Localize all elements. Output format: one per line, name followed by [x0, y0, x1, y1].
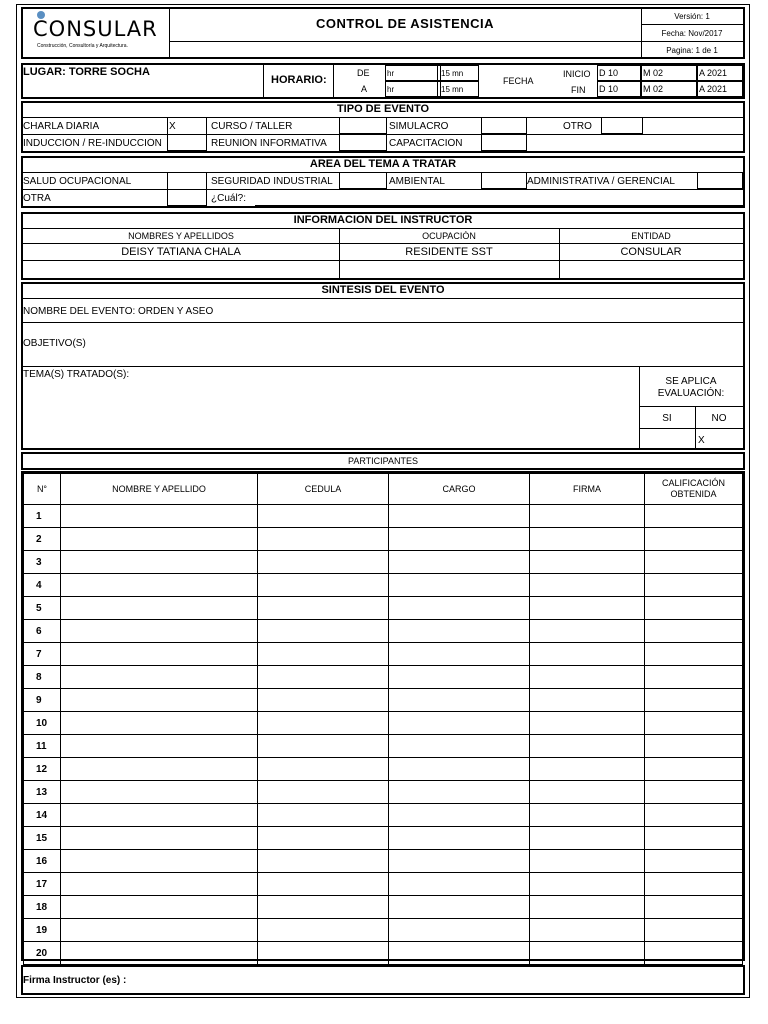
participant-name-cell[interactable] — [61, 505, 258, 528]
participant-role-cell[interactable] — [389, 873, 530, 896]
participant-signature-cell[interactable] — [530, 896, 645, 919]
participant-role-cell[interactable] — [389, 643, 530, 666]
admin-checkbox[interactable] — [697, 172, 743, 189]
curso-taller-checkbox[interactable] — [339, 117, 387, 134]
participant-signature-cell[interactable] — [530, 620, 645, 643]
participant-grade-cell[interactable] — [645, 919, 743, 942]
participant-signature-cell[interactable] — [530, 597, 645, 620]
participant-id-cell[interactable] — [258, 712, 389, 735]
row-number: 1 — [24, 505, 61, 528]
a-label: A — [361, 84, 368, 94]
participant-role-cell[interactable] — [389, 505, 530, 528]
fin-label: FIN — [571, 85, 586, 95]
participant-grade-cell[interactable] — [645, 735, 743, 758]
header-block — [21, 7, 745, 59]
participant-grade-cell[interactable] — [645, 781, 743, 804]
participant-grade-cell[interactable] — [645, 827, 743, 850]
instructor-occupation: RESIDENTE SST — [405, 246, 493, 258]
admin-label: ADMINISTRATIVA / GERENCIAL — [527, 176, 675, 187]
participant-name-cell[interactable] — [61, 896, 258, 919]
cual-label: ¿Cuál?: — [211, 193, 247, 204]
salud-label: SALUD OCUPACIONAL — [23, 176, 132, 187]
participant-role-cell[interactable] — [389, 827, 530, 850]
participants-title-block — [21, 452, 745, 470]
participant-signature-cell[interactable] — [530, 666, 645, 689]
header-firma: FIRMA — [530, 474, 645, 505]
eval-si-label: SI — [662, 413, 672, 424]
minute-to: 15 mn — [441, 85, 464, 94]
col-entidad: ENTIDAD — [631, 231, 671, 241]
participant-name-cell[interactable] — [61, 597, 258, 620]
row-number: 12 — [24, 758, 61, 781]
participant-id-cell[interactable] — [258, 827, 389, 850]
capacitacion-checkbox[interactable] — [481, 134, 527, 151]
capacitacion-label: CAPACITACIÓN — [389, 138, 463, 149]
row-number: 16 — [24, 850, 61, 873]
row-number: 7 — [24, 643, 61, 666]
table-row — [24, 551, 743, 574]
participant-grade-cell[interactable] — [645, 942, 743, 965]
table-row — [24, 758, 743, 781]
row-number: 19 — [24, 919, 61, 942]
fin-day: D 10 — [599, 84, 619, 94]
participant-id-cell[interactable] — [258, 804, 389, 827]
table-row — [24, 620, 743, 643]
participant-id-cell[interactable] — [258, 528, 389, 551]
table-row — [24, 896, 743, 919]
otro-label: OTRO — [563, 121, 592, 132]
participant-role-cell[interactable] — [389, 919, 530, 942]
participant-id-cell[interactable] — [258, 666, 389, 689]
event-summary-block — [21, 282, 745, 450]
participant-signature-cell[interactable] — [530, 873, 645, 896]
charla-diaria-label: CHARLA DIARIA — [23, 121, 100, 132]
table-row — [24, 942, 743, 965]
participant-grade-cell[interactable] — [645, 896, 743, 919]
event-type-title: TIPO DE EVENTO — [336, 104, 430, 115]
fin-month: M 02 — [643, 84, 664, 94]
participant-name-cell[interactable] — [61, 850, 258, 873]
table-row — [24, 505, 743, 528]
topic-area-block — [21, 156, 745, 208]
table-row — [24, 528, 743, 551]
participant-name-cell[interactable] — [61, 804, 258, 827]
table-row — [24, 712, 743, 735]
table-row — [24, 666, 743, 689]
participant-name-cell[interactable] — [61, 919, 258, 942]
minute-from: 15 mn — [441, 69, 464, 78]
participant-grade-cell[interactable] — [645, 666, 743, 689]
inicio-year: A 2021 — [699, 68, 728, 78]
hour-to: hr — [387, 85, 395, 94]
topic-area-title: AREA DEL TEMA A TRATAR — [309, 159, 457, 170]
participant-name-cell[interactable] — [61, 712, 258, 735]
induccion-label: INDUCCIÓN / RE-INDUCCIÓN — [23, 138, 162, 149]
attendance-form — [16, 4, 750, 998]
header-num: N° — [24, 474, 61, 505]
participant-name-cell[interactable] — [61, 827, 258, 850]
eval-no-mark[interactable]: X — [698, 435, 705, 446]
col-nombres: NOMBRES Y APELLIDOS — [128, 231, 234, 241]
footer-block — [21, 965, 745, 995]
summary-title: SÍNTESIS DEL EVENTO — [321, 285, 445, 296]
header-cargo: CARGO — [389, 474, 530, 505]
participant-grade-cell[interactable] — [645, 758, 743, 781]
charla-diaria-mark: X — [169, 121, 176, 132]
participants-title: PARTICIPANTES — [347, 456, 418, 466]
participant-signature-cell[interactable] — [530, 574, 645, 597]
row-number: 11 — [24, 735, 61, 758]
participant-role-cell[interactable] — [389, 528, 530, 551]
participant-id-cell[interactable] — [258, 574, 389, 597]
participant-role-cell[interactable] — [389, 551, 530, 574]
participant-name-cell[interactable] — [61, 758, 258, 781]
participant-signature-cell[interactable] — [530, 850, 645, 873]
participant-signature-cell[interactable] — [530, 643, 645, 666]
participant-name-cell[interactable] — [61, 689, 258, 712]
row-number: 5 — [24, 597, 61, 620]
participant-name-cell[interactable] — [61, 873, 258, 896]
participant-grade-cell[interactable] — [645, 873, 743, 896]
location-block — [21, 63, 745, 99]
header-cedula: CEDULA — [258, 474, 389, 505]
event-name: NOMBRE DEL EVENTO: ORDEN Y ASEO — [23, 306, 214, 317]
ambiental-label: AMBIENTAL — [389, 176, 445, 187]
table-row — [24, 735, 743, 758]
otra-label: OTRA — [23, 193, 51, 204]
participant-id-cell[interactable] — [258, 781, 389, 804]
row-number: 4 — [24, 574, 61, 597]
participant-id-cell[interactable] — [258, 597, 389, 620]
table-row — [24, 804, 743, 827]
row-number: 3 — [24, 551, 61, 574]
participant-id-cell[interactable] — [258, 942, 389, 965]
reunion-checkbox[interactable] — [339, 134, 387, 151]
evaluation-label: SE APLICA EVALUACIÓN: — [657, 376, 725, 399]
instructor-block — [21, 212, 745, 280]
table-row — [24, 873, 743, 896]
simulacro-label: SIMULACRO — [389, 121, 449, 132]
page-label: Pagina: 1 de 1 — [666, 46, 718, 55]
participants-table — [23, 473, 743, 965]
ambiental-checkbox[interactable] — [481, 172, 527, 189]
row-number: 18 — [24, 896, 61, 919]
location-label: LUGAR: TORRE SOCHA — [23, 67, 150, 78]
participant-grade-cell[interactable] — [645, 551, 743, 574]
table-row — [24, 574, 743, 597]
simulacro-checkbox[interactable] — [481, 117, 527, 134]
participant-id-cell[interactable] — [258, 919, 389, 942]
participant-signature-cell[interactable] — [530, 827, 645, 850]
participant-role-cell[interactable] — [389, 620, 530, 643]
participant-name-cell[interactable] — [61, 528, 258, 551]
participant-grade-cell[interactable] — [645, 528, 743, 551]
participant-role-cell[interactable] — [389, 574, 530, 597]
participant-role-cell[interactable] — [389, 781, 530, 804]
logo-tagline: Construcción, Consultoría y Arquitectura. — [37, 43, 128, 49]
table-row — [24, 643, 743, 666]
participant-name-cell[interactable] — [61, 574, 258, 597]
table-row — [24, 850, 743, 873]
participant-name-cell[interactable] — [61, 781, 258, 804]
col-ocupacion: OCUPACIÓN — [422, 231, 476, 241]
version-label: Versión: 1 — [674, 12, 710, 21]
row-number: 8 — [24, 666, 61, 689]
participant-signature-cell[interactable] — [530, 528, 645, 551]
de-label: DE — [357, 68, 370, 78]
topics-label: TEMA(S) TRATADO(S): — [23, 369, 130, 380]
participant-id-cell[interactable] — [258, 505, 389, 528]
participant-grade-cell[interactable] — [645, 505, 743, 528]
instructor-title: INFORMACIÓN DEL INSTRUCTOR — [293, 215, 473, 226]
participant-grade-cell[interactable] — [645, 643, 743, 666]
participant-name-cell[interactable] — [61, 942, 258, 965]
curso-taller-label: CURSO / TALLER — [211, 121, 293, 132]
horario-label: HORARIO: — [271, 75, 327, 86]
seguridad-label: SEGURIDAD INDUSTRIAL — [211, 176, 333, 187]
participant-signature-cell[interactable] — [530, 919, 645, 942]
objective-label: OBJETIVO(S) — [23, 338, 86, 349]
row-number: 17 — [24, 873, 61, 896]
participant-signature-cell[interactable] — [530, 505, 645, 528]
inicio-day: D 10 — [599, 68, 619, 78]
participant-role-cell[interactable] — [389, 666, 530, 689]
table-row — [24, 919, 743, 942]
header-nombre: NOMBRE Y APELLIDO — [61, 474, 258, 505]
row-number: 2 — [24, 528, 61, 551]
participant-name-cell[interactable] — [61, 735, 258, 758]
participant-signature-cell[interactable] — [530, 551, 645, 574]
row-number: 14 — [24, 804, 61, 827]
participant-role-cell[interactable] — [389, 850, 530, 873]
table-row — [24, 781, 743, 804]
participant-grade-cell[interactable] — [645, 620, 743, 643]
table-row — [24, 689, 743, 712]
eval-no-label: NO — [711, 413, 727, 424]
row-number: 9 — [24, 689, 61, 712]
row-number: 13 — [24, 781, 61, 804]
row-number: 10 — [24, 712, 61, 735]
instructor-signature-label: Firma Instructor (es) : — [23, 975, 127, 986]
participant-role-cell[interactable] — [389, 689, 530, 712]
participant-id-cell[interactable] — [258, 620, 389, 643]
participant-id-cell[interactable] — [258, 643, 389, 666]
hour-from: hr — [387, 69, 395, 78]
participant-name-cell[interactable] — [61, 643, 258, 666]
participant-signature-cell[interactable] — [530, 758, 645, 781]
participant-grade-cell[interactable] — [645, 574, 743, 597]
row-number: 20 — [24, 942, 61, 965]
participant-id-cell[interactable] — [258, 758, 389, 781]
participant-id-cell[interactable] — [258, 873, 389, 896]
participant-id-cell[interactable] — [258, 551, 389, 574]
participants-table-block — [21, 471, 745, 961]
participant-role-cell[interactable] — [389, 712, 530, 735]
participant-grade-cell[interactable] — [645, 850, 743, 873]
participant-role-cell[interactable] — [389, 896, 530, 919]
participant-signature-cell[interactable] — [530, 689, 645, 712]
participant-id-cell[interactable] — [258, 735, 389, 758]
participant-name-cell[interactable] — [61, 551, 258, 574]
participant-role-cell[interactable] — [389, 735, 530, 758]
participant-name-cell[interactable] — [61, 620, 258, 643]
date-label: Fecha: Nov/2017 — [661, 29, 723, 38]
participant-signature-cell[interactable] — [530, 942, 645, 965]
event-type-block — [21, 101, 745, 153]
inicio-label: INICIO — [563, 69, 591, 79]
participant-signature-cell[interactable] — [530, 804, 645, 827]
form-title: CONTROL DE ASISTENCIA — [315, 17, 495, 31]
table-row — [24, 597, 743, 620]
instructor-entity: CONSULAR — [620, 246, 682, 258]
participant-grade-cell[interactable] — [645, 712, 743, 735]
participant-role-cell[interactable] — [389, 597, 530, 620]
inicio-month: M 02 — [643, 68, 664, 78]
participant-signature-cell[interactable] — [530, 712, 645, 735]
participant-signature-cell[interactable] — [530, 735, 645, 758]
row-number: 15 — [24, 827, 61, 850]
otro-checkbox[interactable] — [601, 117, 643, 134]
participant-signature-cell[interactable] — [530, 781, 645, 804]
participant-id-cell[interactable] — [258, 850, 389, 873]
participant-id-cell[interactable] — [258, 689, 389, 712]
participant-role-cell[interactable] — [389, 942, 530, 965]
participant-grade-cell[interactable] — [645, 689, 743, 712]
participant-grade-cell[interactable] — [645, 597, 743, 620]
seguridad-checkbox[interactable] — [339, 172, 387, 189]
logo-text: CONSULAR — [33, 17, 158, 41]
salud-checkbox[interactable] — [167, 172, 207, 206]
instructor-name: DEISY TATIANA CHALA — [121, 246, 241, 258]
participant-name-cell[interactable] — [61, 666, 258, 689]
reunion-label: REUNIÓN INFORMATIVA — [211, 138, 327, 149]
participant-role-cell[interactable] — [389, 804, 530, 827]
row-number: 6 — [24, 620, 61, 643]
participant-grade-cell[interactable] — [645, 804, 743, 827]
participant-role-cell[interactable] — [389, 758, 530, 781]
fecha-label: FECHA — [503, 76, 534, 86]
table-row — [24, 827, 743, 850]
fin-year: A 2021 — [699, 84, 728, 94]
company-logo — [29, 11, 167, 55]
header-calificacion: CALIFICACIÓN OBTENIDA — [645, 474, 743, 505]
participant-id-cell[interactable] — [258, 896, 389, 919]
